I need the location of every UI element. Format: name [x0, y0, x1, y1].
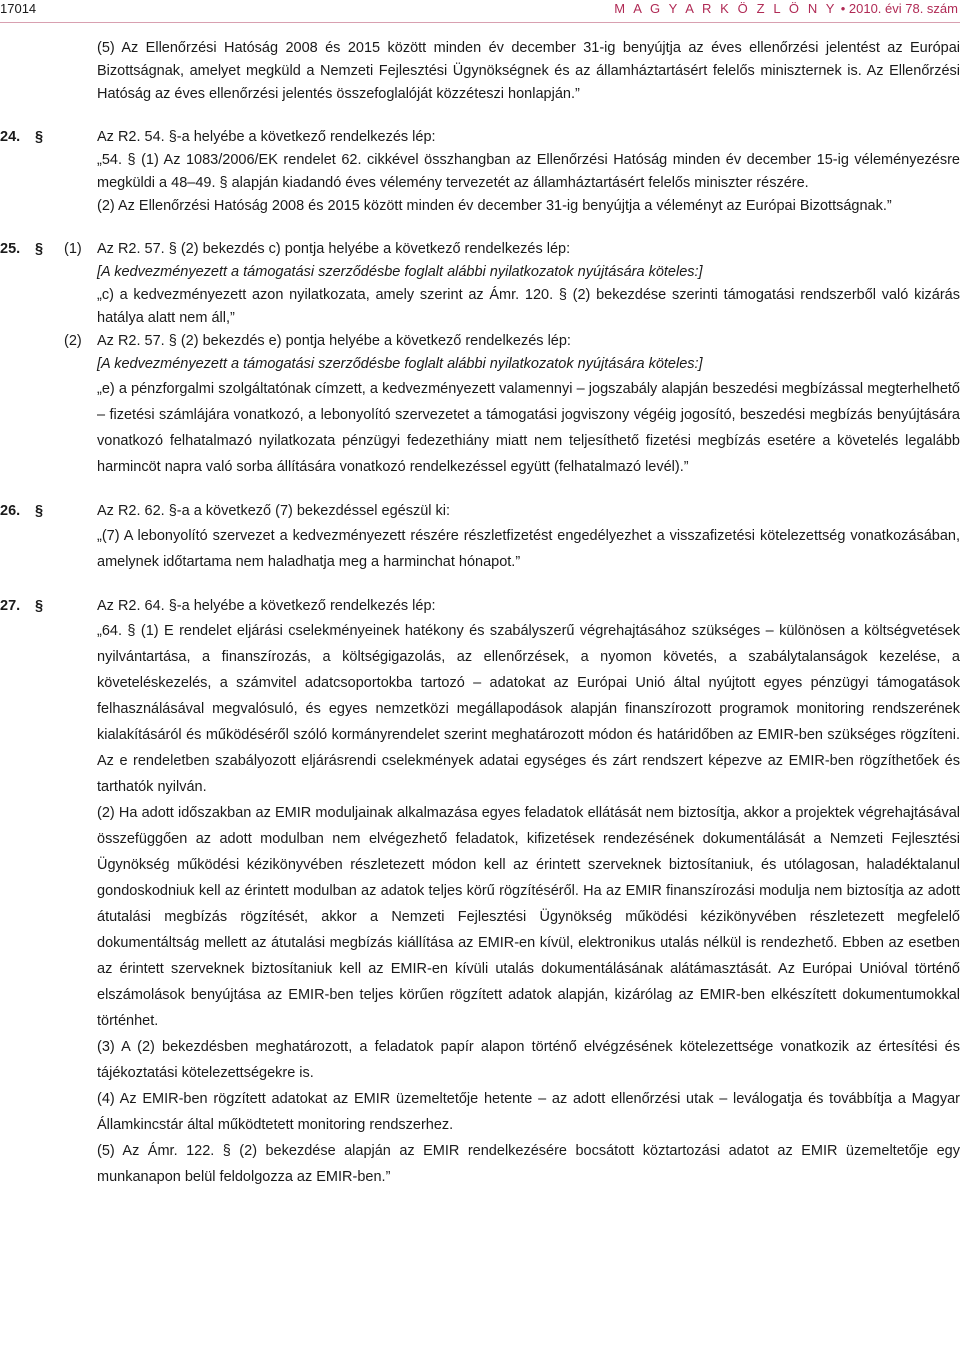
page-header	[0, 0, 960, 23]
section-symbol: §	[35, 241, 44, 257]
section-heading: Az R2. 62. §-a a következő (7) bekezdéssel egészül ki:	[97, 503, 451, 519]
section-paragraph: (3) A (2) bekezdésben meghatározott, a feladatok papír alapon történő elvégzésének kötelezettsége vonatkozik az értesítési és tájékoztatási kötelezettségekre is.	[97, 1039, 960, 1081]
publication-info	[614, 1, 958, 16]
section-26	[0, 500, 960, 575]
publication-title: M A G Y A R K Ö Z L Ö N Y	[614, 1, 838, 16]
section-number: 24.	[0, 129, 21, 145]
section-paragraph: (5) Az Ámr. 122. § (2) bekezdése alapján az EMIR rendelkezésére bocsátott köztartozási adatot az EMIR üzemeltetője egy munkanapon belül feldolgozza az EMIR-ben.”	[97, 1143, 960, 1185]
section-number: 26.	[0, 503, 21, 519]
section-paragraph: „64. § (1) E rendelet eljárási cselekményeinek hatékony és szabályszerű végrehajtásához szükséges – különösen a költségvetések nyilvántartása, a finanszírozás, a költségigazolás, az ellenőrzések, a nyomon követés, a szabálytalanságok kezelése, a követeléskezelés, a számvitel adatcsoportokba tartozó – adatokat az Európai Unió által nyújtott egyes pénzügyi támogatások felhasználásával megvalósuló, és egyes nemzetközi megállapodások alapján finanszírozott programok monitoring rendszerének kialakításáról és működéséről szóló kormányrendelet szerint meghatározott módon és határidőben az EMIR-ben szükséges rögzíteni. Az e rendeletben szabályozott eljárásrendi cselekmények adatai egységes és zárt rendszert képezve az EMIR-ben rögzíthetőek és tarthatók nyilván.	[97, 623, 960, 795]
subsection-label: (1)	[64, 241, 82, 257]
section-25-sub-2	[0, 330, 960, 480]
paragraph-5: (5) Az Ellenőrzési Hatóság 2008 és 2015 között minden év december 31-ig benyújtja az éves ellenőrzési jelentést az Európai Bizottságnak, amelyet megküld a Nemzeti Fejlesztési Ügynökségnek és az államháztartásért felelős miniszternek is. Az Ellenőrzési Hatóság az éves ellenőrzési jelentés összefoglalóját közzéteszi honlapján.”	[97, 40, 960, 102]
issue-info: 2010. évi 78. szám	[848, 1, 958, 16]
section-number: 25.	[0, 241, 21, 257]
section-text: „(7) A lebonyolító szervezet a kedvezményezett részére részletfizetést engedélyezhet a visszafizetési kötelezettség vonatkozásában, amelynek időtartama nem haladhatja meg a harminchat hónapot.”	[97, 528, 960, 570]
section-paragraph: (4) Az EMIR-ben rögzített adatokat az EMIR üzemeltetője hetente – az adott ellenőrzési utak – leválogatja és továbbítja a Magyar Államkincstár által működtetett monitoring rendszerhez.	[97, 1091, 960, 1133]
bracket-note: [A kedvezményezett a támogatási szerződésbe foglalt alábbi nyilatkozatok nyújtására köteles:]	[97, 264, 703, 280]
section-paragraph: „54. § (1) Az 1083/2006/EK rendelet 62. cikkével összhangban az Ellenőrzési Hatóság minden év december 15-ig véleményezésre megküldi a 48–49. § alapján kiadandó éves vélemény tervezetét az államháztartásért felelős miniszter részére.	[97, 152, 960, 191]
section-symbol: §	[35, 598, 44, 614]
section-paragraph: (2) Ha adott időszakban az EMIR moduljainak alkalmazása egyes feladatok ellátását nem biztosítja, akkor a projektek végrehajtásával összefüggően az adott modulban nem elvégezhető feladatok, kifizetések rendezésének dokumentálását a Nemzeti Fejlesztési Ügynökség működési kézikönyvében részletezett módon kell az érintett szerveknek biztosítaniuk, és utólagosan, haladéktalanul gondoskodniuk kell az érintett modulban az adatok teljes körű rögzítéséről. Ha az EMIR finanszírozási modulja nem biztosítja az adott átutalási megbízás rögzítését, akkor a Nemzeti Fejlesztési Ügynökség működési kézikönyvében részletezett megfelelő dokumentáltság mellett az átutalási megbízás kiállítása az EMIR-en kívül, elektronikus utalás nélkül is rendezhető. Ebben az esetben az érintett szerveknek biztosítaniuk kell az EMIR-en kívüli utalás dokumentálásának alátámasztását. Az Európai Unióval történő elszámolások benyújtása az EMIR-ben teljes körűen rögzített adatok alapján, kizárólag az EMIR-ben elkészített dokumentumokkal történhet.	[97, 805, 960, 1029]
section-heading: Az R2. 64. §-a helyébe a következő rendelkezés lép:	[97, 598, 436, 614]
subsection-text: „c) a kedvezményezett azon nyilatkozata, amely szerint az Ámr. 120. § (2) bekezdése szerinti támogatási rendszerből való kizárás hatálya alatt nem áll,”	[97, 287, 960, 326]
document-body	[0, 37, 960, 1190]
page-number: 17014	[0, 1, 37, 16]
section-symbol: §	[35, 129, 44, 145]
section-heading: Az R2. 54. §-a helyébe a következő rendelkezés lép:	[97, 129, 436, 145]
bracket-note: [A kedvezményezett a támogatási szerződésbe foglalt alábbi nyilatkozatok nyújtására köteles:]	[97, 356, 703, 372]
header-bullet: •	[840, 1, 846, 16]
subsection-heading: Az R2. 57. § (2) bekezdés c) pontja helyébe a következő rendelkezés lép:	[97, 241, 571, 257]
section-24	[0, 126, 960, 218]
section-symbol: §	[35, 503, 44, 519]
section-paragraph: (2) Az Ellenőrzési Hatóság 2008 és 2015 között minden év december 31-ig benyújtja a véleményt az Európai Bizottságnak.”	[97, 198, 892, 214]
subsection-heading: Az R2. 57. § (2) bekezdés e) pontja helyébe a következő rendelkezés lép:	[97, 333, 571, 349]
section-25	[0, 238, 960, 330]
section-27	[0, 595, 960, 1190]
section-number: 27.	[0, 598, 21, 614]
subsection-text: „e) a pénzforgalmi szolgáltatónak címzett, a kedvezményezett valamennyi – jogszabály alapján beszedési megbízással megterhelhető – fizetési számlájára vonatkozó, a lebonyolító szervezetet a támogatási jogviszony végéig jogosító, beszedési megbízás benyújtására vonatkozó felhatalmazó nyilatkozata pénzügyi fedezethiány miatt nem teljesíthető fizetési megbízás esetére a követelés legalább harmincöt napra való sorba állítására vonatkozó rendelkezéssel együtt (felhatalmazó levél).”	[97, 381, 960, 475]
subsection-label: (2)	[64, 333, 82, 349]
